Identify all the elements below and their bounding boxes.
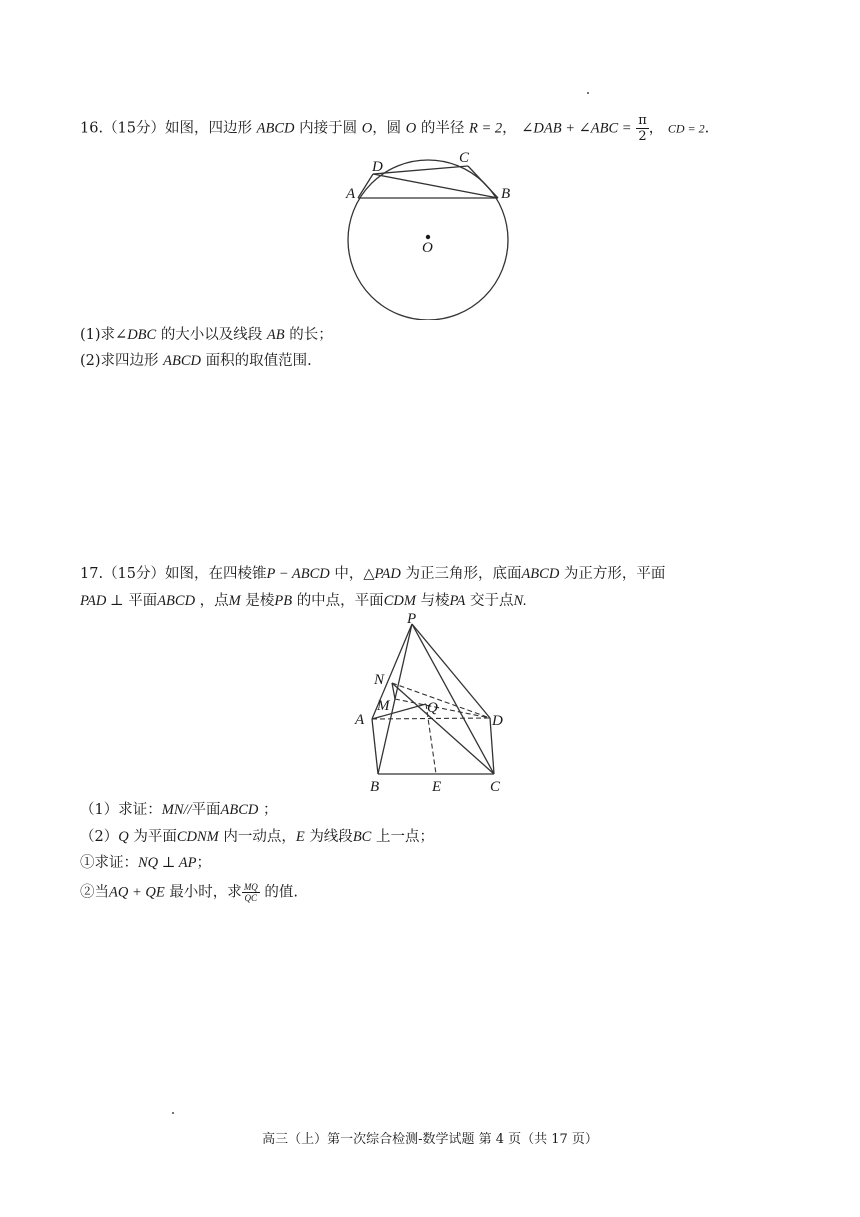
label-m: M (377, 698, 390, 714)
q17-number: 17. (80, 566, 104, 582)
scan-dot (172, 1112, 174, 1114)
q16-figure-circle (330, 145, 530, 320)
segment-dc (373, 166, 468, 174)
segment-ad (358, 174, 373, 198)
edge-ad (372, 718, 490, 719)
label-c: C (459, 150, 470, 166)
segment-nc (392, 683, 494, 774)
label-q: Q (427, 700, 438, 716)
label-p: P (407, 612, 417, 627)
q17-part1: （1）求证：MN//平面ABCD ； (80, 802, 278, 818)
label-c: C (490, 779, 501, 795)
label-a: A (346, 186, 356, 202)
label-d: D (372, 159, 383, 175)
label-e: E (432, 779, 442, 795)
pi-over-2-fraction: $\frac{\pi}{2}$ (638, 113, 647, 144)
edge-pc (412, 624, 494, 774)
q17-part2-2: ②当AQ + QE 最小时，求 $\frac{MQ}{QC}$ 的值. (80, 882, 299, 903)
q17-part2-1: ①求证：NQ ⊥ AP； (80, 855, 211, 871)
label-b: B (501, 186, 511, 202)
edge-ab (372, 719, 378, 774)
edge-pd (412, 624, 490, 718)
label-d: D (492, 713, 503, 729)
scan-dot (587, 92, 589, 94)
q16-part1: (1)求∠DBC 的大小以及线段 AB 的长； (80, 327, 333, 343)
q17-figure-pyramid (345, 612, 520, 797)
page-footer: 高三（上）第一次综合检测-数学试题 第 4 页（共 17 页） (262, 1132, 598, 1147)
label-b: B (370, 779, 380, 795)
q16-stem: 16.（15分）如图，四边形 ABCD 内接于圆 O，圆 O 的半径 R = 2， ∠DAB + ∠ABC = $\frac{\pi}{2}$ ， CD = 2. (80, 113, 710, 144)
center-point (426, 235, 430, 239)
q17-stem-line2: PAD ⊥ 平面ABCD ，点M 是棱PB 的中点，平面CDM 与棱PA 交于点N. (80, 593, 527, 609)
label-n: N (374, 672, 385, 688)
label-a: A (355, 712, 365, 728)
q17-stem-line1: 17.（15分）如图，在四棱锥P − ABCD 中，△PAD 为正三角形，底面ABCD 为正方形，平面 (80, 566, 666, 582)
q16-number: 16. (80, 120, 104, 137)
q16-part2: (2)求四边形 ABCD 面积的取值范围. (80, 353, 312, 369)
q17-part2: （2）Q 为平面CDNM 内一动点，E 为线段BC 上一点； (80, 829, 434, 845)
label-o: O (422, 240, 433, 256)
mq-over-qc-fraction: $\frac{MQ}{QC}$ (243, 882, 258, 903)
